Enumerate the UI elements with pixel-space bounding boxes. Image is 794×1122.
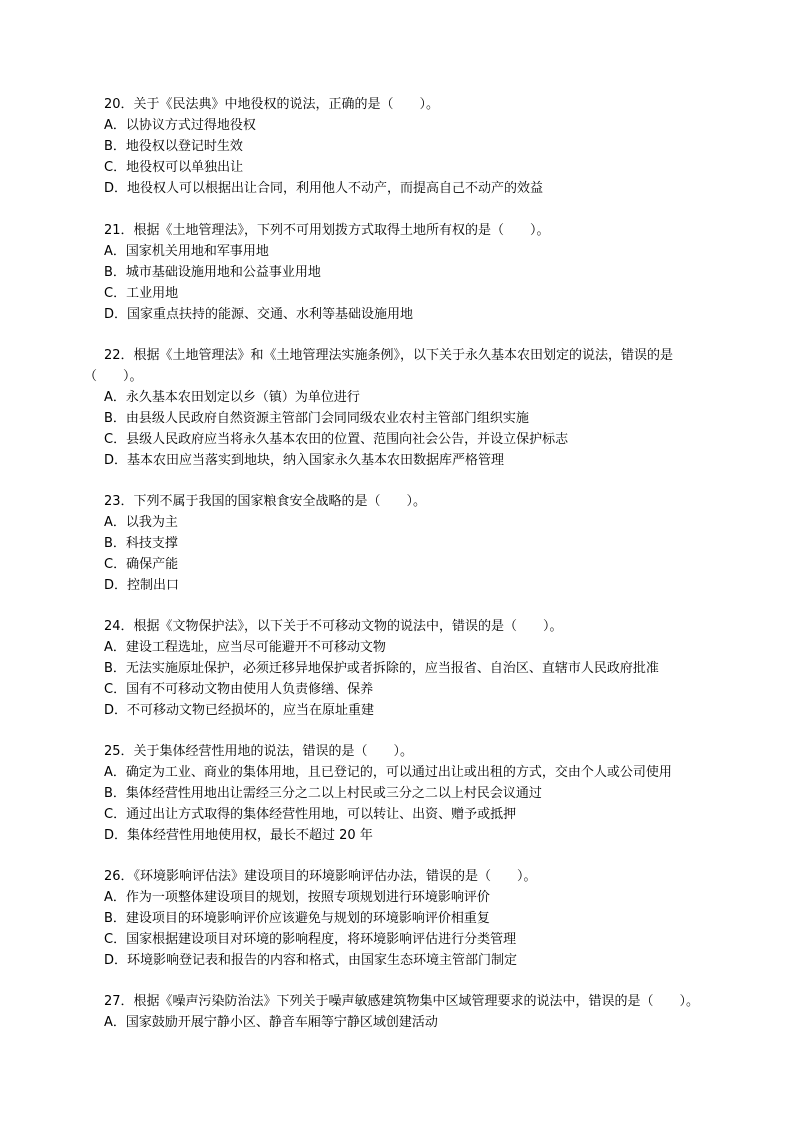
option-c: C．国有不可移动文物由使用人负责修缮、保养 xyxy=(104,682,374,697)
option-a: A．作为一项整体建设项目的规划，按照专项规划进行环境影响评价 xyxy=(104,890,490,905)
option-b: B．科技支撑 xyxy=(104,536,178,551)
question-stem: 21．根据《土地管理法》，下列不可用划拨方式取得土地所有权的是（ ）。 xyxy=(104,223,550,238)
option-d: D．控制出口 xyxy=(104,578,180,593)
option-c: C．确保产能 xyxy=(104,557,179,572)
question-stem: 24．根据《文物保护法》，以下关于不可移动文物的说法中，错误的是（ ）。 xyxy=(104,619,563,634)
question-stem: 22．根据《土地管理法》和《土地管理法实施条例》，以下关于永久基本农田划定的说法，错误的是（ ）。 xyxy=(84,348,674,384)
option-d: D．基本农田应当落实到地块，纳入国家永久基本农田数据库严格管理 xyxy=(104,453,505,468)
question-stem: 27．根据《噪声污染防治法》下列关于噪声敏感建筑物集中区域管理要求的说法中，错误的是（ ）。 xyxy=(104,994,700,1009)
option-d: D．地役权人可以根据出让合同，利用他人不动产，而提高自己不动产的效益 xyxy=(104,181,544,196)
question-20 xyxy=(0,94,794,199)
question-stem: 26．《环境影响评估法》建设项目的环境影响评估办法，错误的是（ ）。 xyxy=(104,869,537,884)
question-22 xyxy=(0,345,794,471)
option-a: A．确定为工业、商业的集体用地，且已登记的，可以通过出让或出租的方式，交由个人或公司使用 xyxy=(104,765,672,780)
option-a: A．以我为主 xyxy=(104,515,178,530)
option-d: D．集体经营性用地使用权，最长不超过 20 年 xyxy=(104,828,373,843)
option-a: A．建设工程选址，应当尽可能避开不可移动文物 xyxy=(104,640,386,655)
question-26 xyxy=(0,866,794,971)
option-d: D．不可移动文物已经损坏的，应当在原址重建 xyxy=(104,703,375,718)
option-b: B．无法实施原址保护，必须迁移异地保护或者拆除的，应当报省、自治区、直辖市人民政府批准 xyxy=(104,661,659,676)
option-b: B．集体经营性用地出让需经三分之二以上村民或三分之二以上村民会议通过 xyxy=(104,786,542,801)
option-c: C．国家根据建设项目对环境的影响程度，将环境影响评估进行分类管理 xyxy=(104,932,517,947)
question-stem: 25．关于集体经营性用地的说法，错误的是（ ）。 xyxy=(104,744,414,759)
option-b: B．城市基础设施用地和公益事业用地 xyxy=(104,265,321,280)
question-stem: 23．下列不属于我国的国家粮食安全战略的是（ ）。 xyxy=(104,494,427,509)
question-27 xyxy=(0,991,794,1033)
option-a: A．国家机关用地和军事用地 xyxy=(104,244,269,259)
option-d: D．国家重点扶持的能源、交通、水利等基础设施用地 xyxy=(104,307,414,322)
option-a: A．国家鼓励开展宁静小区、静音车厢等宁静区域创建活动 xyxy=(104,1015,438,1030)
question-stem: 20．关于《民法典》中地役权的说法，正确的是（ ）。 xyxy=(104,97,440,112)
option-b: B．地役权以登记时生效 xyxy=(104,139,243,154)
option-a: A．永久基本农田划定以乡（镇）为单位进行 xyxy=(104,390,360,405)
option-c: C．工业用地 xyxy=(104,286,179,301)
option-a: A．以协议方式过得地役权 xyxy=(104,118,256,133)
question-25 xyxy=(0,741,794,846)
option-c: C．县级人民政府应当将永久基本农田的位置、范围向社会公告，并设立保护标志 xyxy=(104,432,569,447)
question-21 xyxy=(0,220,794,325)
option-b: B．建设项目的环境影响评价应该避免与规划的环境影响评价相重复 xyxy=(104,911,490,926)
option-c: C．地役权可以单独出让 xyxy=(104,160,244,175)
option-d: D．环境影响登记表和报告的内容和格式，由国家生态环境主管部门制定 xyxy=(104,953,518,968)
option-b: B．由县级人民政府自然资源主管部门会同同级农业农村主管部门组织实施 xyxy=(104,411,529,426)
question-24 xyxy=(0,616,794,721)
question-23 xyxy=(0,491,794,596)
option-c: C．通过出让方式取得的集体经营性用地，可以转让、出资、赠予或抵押 xyxy=(104,807,517,822)
